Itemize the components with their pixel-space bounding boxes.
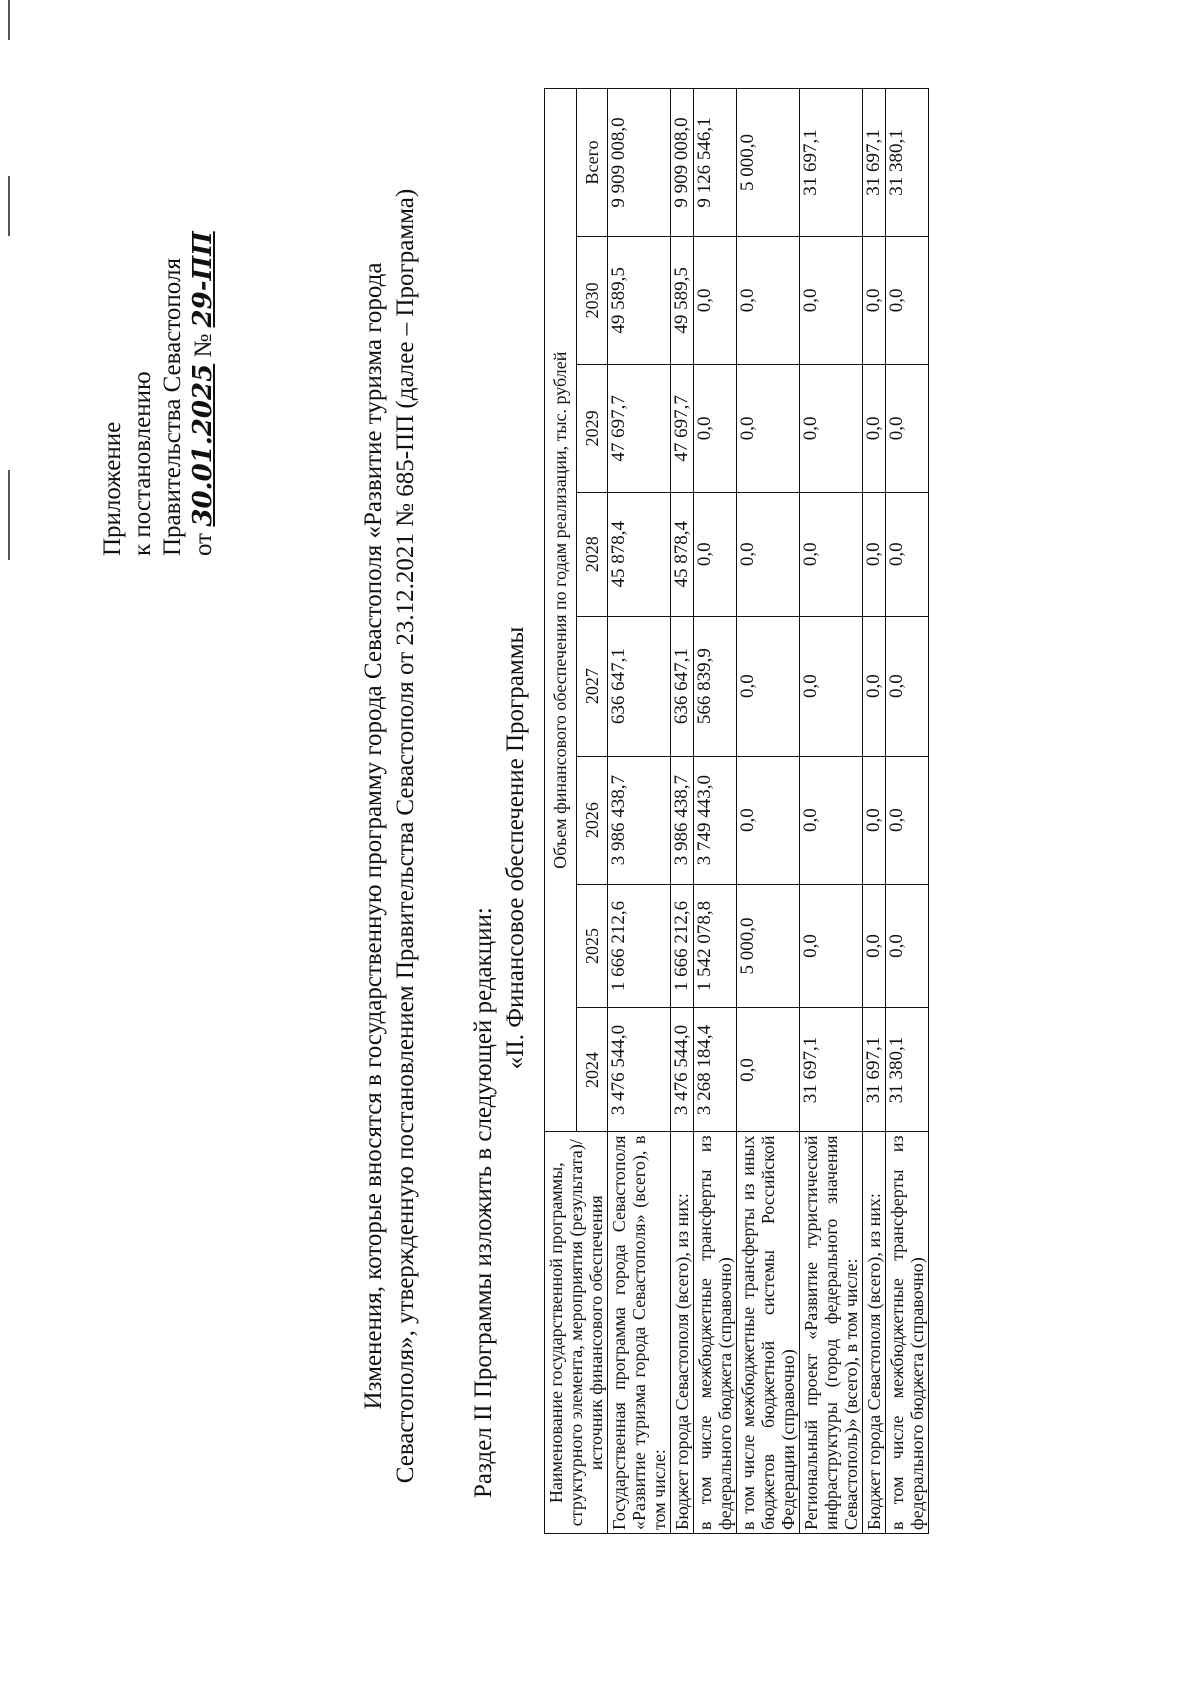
- cell-value: 0,0: [694, 364, 737, 492]
- cell-value: 0,0: [800, 616, 863, 756]
- cell-value: 49 589,5: [608, 236, 671, 364]
- table-row: [800, 89, 863, 1534]
- header-volume: Объем финансового обеспечения по годам реализации, тыс. рублей: [545, 89, 577, 1132]
- cell-value: 636 647,1: [608, 616, 671, 756]
- cell-value: 0,0: [800, 884, 863, 1008]
- cell-total: 9 126 546,1: [694, 89, 737, 237]
- number-prefix: №: [190, 333, 217, 358]
- cell-value: 3 268 184,4: [694, 1008, 737, 1132]
- year-header: 2025: [576, 884, 608, 1008]
- year-header: 2027: [576, 616, 608, 756]
- handwritten-number: 29-ПП: [188, 231, 218, 328]
- cell-value: 0,0: [886, 756, 929, 884]
- cell-total: 9 909 008,0: [671, 89, 694, 237]
- cell-value: 0,0: [694, 492, 737, 616]
- year-header: 2028: [576, 492, 608, 616]
- table-row: [694, 89, 737, 1534]
- cell-value: 0,0: [863, 884, 886, 1008]
- row-name: Бюджет города Севастополя (всего), из них:: [863, 1132, 886, 1534]
- cell-value: 0,0: [863, 756, 886, 884]
- cell-value: 1 666 212,6: [671, 884, 694, 1008]
- title-line: Изменения, которые вносятся в государственную программу города Севастополя «Развитие туризма города: [360, 262, 387, 1410]
- cell-value: 0,0: [694, 236, 737, 364]
- row-name: в том числе межбюджетные трансферты из федерального бюджета (справочно): [694, 1132, 737, 1534]
- cell-value: 31 380,1: [886, 1008, 929, 1132]
- cell-value: 0,0: [737, 492, 800, 616]
- row-name: в том числе межбюджетные трансферты из федерального бюджета (справочно): [886, 1132, 929, 1534]
- row-name: Региональный проект «Развитие туристической инфраструктуры (город федерального значения Севастополь)» (всего), в том числе:: [800, 1132, 863, 1534]
- cell-value: 566 839,9: [694, 616, 737, 756]
- year-header: 2030: [576, 236, 608, 364]
- cell-value: 0,0: [863, 236, 886, 364]
- cell-value: 0,0: [737, 1008, 800, 1132]
- cell-value: 0,0: [737, 364, 800, 492]
- cell-value: 0,0: [737, 616, 800, 756]
- cell-value: 3 749 443,0: [694, 756, 737, 884]
- cell-value: 49 589,5: [671, 236, 694, 364]
- handwritten-date: 30.01.2025: [188, 363, 218, 527]
- table-row: [886, 89, 929, 1534]
- table-row: [671, 89, 694, 1534]
- cell-value: 0,0: [737, 756, 800, 884]
- table-row: [608, 89, 671, 1534]
- table-header-row: [545, 89, 577, 1534]
- cell-value: 3 986 438,7: [671, 756, 694, 884]
- cell-value: 1 542 078,8: [694, 884, 737, 1008]
- cell-total: 31 380,1: [886, 89, 929, 237]
- section-title: «II. Финансовое обеспечение Программы: [502, 626, 529, 1070]
- cell-value: 47 697,7: [671, 364, 694, 492]
- financing-table: [544, 88, 929, 1534]
- document-title: [358, 96, 422, 1576]
- total-header: Всего: [576, 89, 608, 237]
- cell-value: 0,0: [800, 236, 863, 364]
- appendix-date-line: [188, 231, 219, 556]
- row-name: Государственная программа города Севастополя «Развитие туризма города Севастополя» (всего), в том числе:: [608, 1132, 671, 1534]
- cell-value: 0,0: [886, 492, 929, 616]
- cell-value: 0,0: [800, 756, 863, 884]
- cell-value: 45 878,4: [608, 492, 671, 616]
- cell-total: 31 697,1: [800, 89, 863, 237]
- cell-value: 0,0: [886, 884, 929, 1008]
- cell-value: 0,0: [886, 236, 929, 364]
- appendix-line: к постановлению: [129, 371, 156, 556]
- cell-value: 0,0: [863, 492, 886, 616]
- appendix-line: Правительства Севастополя: [159, 258, 186, 556]
- cell-value: 0,0: [863, 364, 886, 492]
- cell-value: 1 666 212,6: [608, 884, 671, 1008]
- cell-value: 3 986 438,7: [608, 756, 671, 884]
- row-name: Бюджет города Севастополя (всего), из них:: [671, 1132, 694, 1534]
- year-header: 2024: [576, 1008, 608, 1132]
- header-name: Наименование государственной программы, структурного элемента, мероприятия (результата)/источник финансового обеспечения: [545, 1132, 608, 1534]
- cell-value: 0,0: [737, 236, 800, 364]
- appendix-line: Приложение: [99, 421, 126, 556]
- cell-value: 31 697,1: [800, 1008, 863, 1132]
- row-name: в том числе межбюджетные трансферты из иных бюджетов бюджетной системы Российской Федерации (справочно): [737, 1132, 800, 1534]
- year-header: 2026: [576, 756, 608, 884]
- cell-total: 9 909 008,0: [608, 89, 671, 237]
- cell-value: 31 697,1: [863, 1008, 886, 1132]
- cell-value: 636 647,1: [671, 616, 694, 756]
- cell-value: 0,0: [863, 616, 886, 756]
- cell-value: 0,0: [886, 616, 929, 756]
- cell-value: 45 878,4: [671, 492, 694, 616]
- year-header: 2029: [576, 364, 608, 492]
- table-row: [863, 89, 886, 1534]
- cell-value: 47 697,7: [608, 364, 671, 492]
- cell-value: 0,0: [800, 492, 863, 616]
- cell-value: 0,0: [800, 364, 863, 492]
- cell-value: 3 476 544,0: [608, 1008, 671, 1132]
- cell-total: 5 000,0: [737, 89, 800, 237]
- cell-value: 3 476 544,0: [671, 1008, 694, 1132]
- appendix-block: [98, 231, 219, 556]
- table-row: [737, 89, 800, 1534]
- cell-value: 5 000,0: [737, 884, 800, 1008]
- cell-total: 31 697,1: [863, 89, 886, 237]
- title-line: Севастополя», утвержденную постановлением Правительства Севастополя от 23.12.2021 № 685-ПП (далее – Программа): [392, 188, 419, 1484]
- section-instruction: Раздел II Программы изложить в следующей редакции:: [470, 907, 497, 1498]
- date-prefix: от: [190, 532, 217, 556]
- cell-value: 0,0: [886, 364, 929, 492]
